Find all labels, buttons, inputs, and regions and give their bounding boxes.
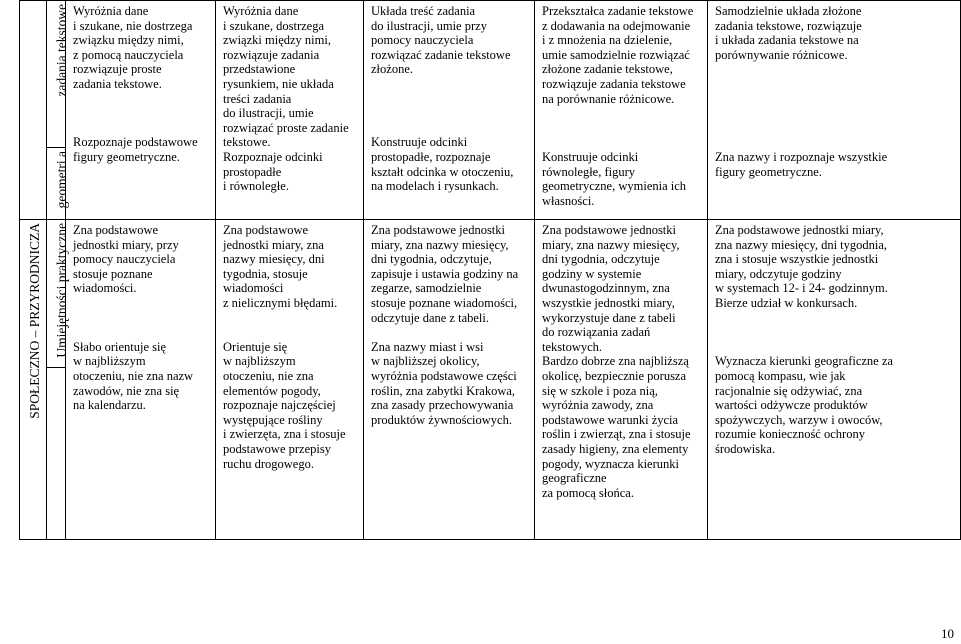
category-label-geometria: geometri a [54,151,69,209]
cell-text-line: wykorzystuje dane z tabeli [542,310,676,325]
cell-text-line: treści zadania [223,91,292,106]
grade-4-cell-math [535,1,708,220]
cell-text-line: Wyróżnia dane [223,4,299,18]
cell-text-line: zadania tekstowe, rozwiązuje [715,18,862,33]
cell-text-line: wszystkie jednostki miary, [542,295,675,310]
cell-text-line: miary, odczytuje godziny [715,266,842,281]
cell-text-line: zegarze, samodzielnie [371,281,482,296]
cell-text-line: podstawowe przepisy [223,441,331,456]
empty-section-cell [20,1,47,220]
cell-text-line: rozwiązuje zadania tekstowe [542,76,686,91]
cell-text-line: Zna podstawowe jednostki [542,223,677,237]
grade-4-cell-practical [535,220,708,540]
cell-text-line: tygodnia, stosuje [223,266,308,281]
section-cell-spoleczno-przyrodnicza [20,220,47,540]
cell-text-line: racjonalnie się odżywiać, zna [715,383,863,398]
cell-text-line: i szukane, nie dostrzega [73,18,193,33]
grade-1-cell-practical [66,220,216,540]
cell-text-line: do ilustracji, umie przy [371,18,487,33]
grade-2-cell-practical [216,220,364,540]
cell-text-line: rozwiązuje proste [73,62,162,77]
section-label-spoleczno-przyrodnicza: SPOŁECZNO – PRZYRODNICZA [27,223,42,419]
cell-text-line: nazwy miesięcy, dni [223,252,325,267]
cell-text-line: Bardzo dobrze zna najbliższą [542,354,689,369]
cell-text-line: do ilustracji, umie [223,106,314,121]
cell-text-line: zawodów, nie zna się [73,383,180,398]
table-row-umiejetnosci-praktyczne [20,220,961,368]
cell-text-line: pomocy nauczyciela [371,33,474,48]
cell-text-line: Orientuje się [223,339,288,354]
cell-text-line: umie samodzielnie rozwiązać [542,47,690,62]
cell-text-line: prostopadłe, rozpoznaje [371,149,491,164]
cell-text-line: związku między nimi, [73,33,184,48]
cell-text-line: Konstruuje odcinki [542,149,639,164]
cell-text-line: ruchu drogowego. [223,456,314,471]
cell-text-line: i szukane, dostrzega [223,18,325,33]
cell-text-line: do rozwiązania zadań [542,325,651,340]
cell-text-line: z pomocą nauczyciela [73,47,184,62]
cell-text-line: w najbliższym [223,354,296,369]
cell-text-line: rozwiązać zadanie tekstowe [371,47,511,62]
cell-text-line: i zwierzęta, zna i stosuje [223,427,346,442]
cell-text-line: pomocą kompasu, wie jak [715,368,846,383]
cell-text-line: występujące rośliny [223,412,323,427]
cell-text-line: złożone. [371,62,413,77]
cell-text-line: złożone zadanie tekstowe, [542,62,673,77]
cell-text-line: figury geometryczne. [715,164,822,179]
cell-text-line: Przekształca zadanie tekstowe [542,4,694,18]
cell-text-line: zna nazwy miesięcy, dni tygodnia, [715,237,888,252]
cell-text-line: stosuje poznane wiadomości, [371,295,518,310]
grade-5-cell-math [708,1,961,220]
cell-text-line: zadania tekstowe. [73,76,162,91]
cell-text-line: rozumie konieczność ochrony [715,427,865,442]
cell-text-line: rysunkiem, nie układa [223,76,334,91]
cell-text-line: roślin, zna zabytki Krakowa, [371,383,516,398]
cell-text-line: i równoległe. [223,179,289,194]
cell-text-line: w systemach 12- i 24- godzinnym. [715,281,888,296]
cell-text-line: na kalendarzu. [73,398,146,413]
cell-text-line: elementów pogody, [223,383,321,398]
cell-text-line: geograficzne [542,471,607,486]
cell-text-line: tekstowych. [542,339,603,354]
cell-text-line: kształt odcinka w otoczeniu, [371,164,514,179]
cell-text-line: zna i stosuje wszystkie jednostki [715,252,879,267]
cell-text-line: wiadomości [223,281,284,296]
cell-text-line: jednostki miary, przy [73,237,179,252]
cell-text-line: Zna podstawowe jednostki miary, [715,223,884,237]
cell-text-line: dwunastogodzinnym, zna [542,281,670,296]
cell-text-line: Zna nazwy miast i wsi [371,339,484,354]
criteria-table [19,0,961,540]
cell-text-line: porównywanie różnicowe. [715,47,848,62]
cell-text-line: geometryczne, wymienia ich [542,179,687,194]
cell-text-line: miary, zna nazwy miesięcy, [542,237,680,252]
cell-text-line: za pomocą słońca. [542,485,634,500]
cell-text-line: otoczeniu, nie zna [223,368,314,383]
cell-text-line: i z mnożenia na dzielenie, [542,33,673,48]
cell-text-line: Rozpoznaje odcinki [223,149,323,164]
cell-text-line: rozwiązać proste zadanie [223,120,349,135]
cell-text-line: Bierze udział w konkursach. [715,295,858,310]
cell-text-line: środowiska. [715,441,776,456]
grade-3-cell-practical [364,220,535,540]
cell-text-line: produktów żywnościowych. [371,412,512,427]
cell-text-line: stosuje poznane [73,266,153,281]
cell-text-line: w najbliższej okolicy, [371,354,480,369]
table-row-zadania-tekstowe [20,1,961,148]
cell-text-line: własności. [542,193,595,208]
cell-text-line: wiadomości. [73,281,137,296]
cell-text-line: z dodawania na odejmowanie [542,18,691,33]
cell-text-line: i układa zadania tekstowe na [715,33,859,48]
cell-text-line: Konstruuje odcinki [371,135,468,150]
cell-text-line: zapisuje i ustawia godziny na [371,266,519,281]
cell-text-line: podstawowe warunki życia [542,412,679,427]
cell-text-line: Zna nazwy i rozpoznaje wszystkie [715,149,888,164]
cell-text-line: roślin i zwierząt, zna i stosuje [542,427,691,442]
cell-text-line: Zna podstawowe [223,223,309,237]
grade-1-cell-math [66,1,216,220]
cell-text-line: wartości odżywcze produktów [715,398,868,413]
cell-text-line: związki między nimi, [223,33,331,48]
category-cell-geometria [47,148,69,220]
cell-text-line: w najbliższym [73,354,146,369]
cell-text-line: figury geometryczne. [73,149,180,164]
cell-text-line: równoległe, figury [542,164,636,179]
cell-text-line: godziny w systemie [542,266,642,281]
page-number: 10 [941,626,954,641]
category-label-umiejetnosci-praktyczne: Umiejętności praktyczne [54,223,69,358]
cell-text-line: okolicę, bezpiecznie porusza [542,368,687,383]
cell-text-line: na porównanie różnicowe. [542,91,675,106]
cell-text-line: Słabo orientuje się [73,339,167,354]
category-label-zadania-tekstowe: zadania tekstowe [54,4,69,97]
cell-text-line: jednostki miary, zna [223,237,324,252]
cell-text-line: wyróżnia podstawowe części [371,368,517,383]
cell-text-line: pomocy nauczyciela [73,252,176,267]
cell-text-line: rozwiązuje zadania [223,47,320,62]
cell-text-line: otoczeniu, nie zna nazw [73,368,194,383]
cell-text-line: Zna podstawowe [73,223,159,237]
grade-2-cell-math [216,1,364,220]
cell-text-line: spożywczych, warzyw i owoców, [715,412,883,427]
cell-text-line: Wyznacza kierunki geograficzne za [715,354,893,369]
cell-text-line: na modelach i rysunkach. [371,179,499,194]
cell-text-line: zasady higieny, zna elementy [542,441,689,456]
cell-text-line: Samodzielnie układa złożone [715,4,862,18]
grade-3-cell-math [364,1,535,220]
cell-text-line: miary, zna nazwy miesięcy, [371,237,509,252]
cell-text-line: wyróżnia zawody, zna [542,398,654,413]
cell-text-line: z nielicznymi błędami. [223,295,338,310]
category-cell-zadania-tekstowe [47,1,69,148]
cell-text-line: się w szkole i poza nią, [542,383,658,398]
cell-text-line: prostopadłe [223,164,282,179]
cell-text-line: dni tygodnia, odczytuje, [371,252,492,267]
cell-text-line: rozpoznaje najczęściej [223,398,336,413]
cell-text-line: przedstawione [223,62,296,77]
grade-5-cell-practical [708,220,961,540]
cell-text-line: Wyróżnia dane [73,4,149,18]
cell-text-line: Zna podstawowe jednostki [371,223,506,237]
cell-text-line: zna zasady przechowywania [371,398,514,413]
cell-text-line: tekstowe. [223,135,271,150]
cell-text-line: dni tygodnia, odczytuje [542,252,660,267]
cell-text-line: Rozpoznaje podstawowe [73,135,198,150]
cell-text-line: pogody, wyznacza kierunki [542,456,679,471]
cell-text-line: odczytuje dane z tabeli. [371,310,489,325]
cell-text-line: Układa treść zadania [371,4,476,18]
